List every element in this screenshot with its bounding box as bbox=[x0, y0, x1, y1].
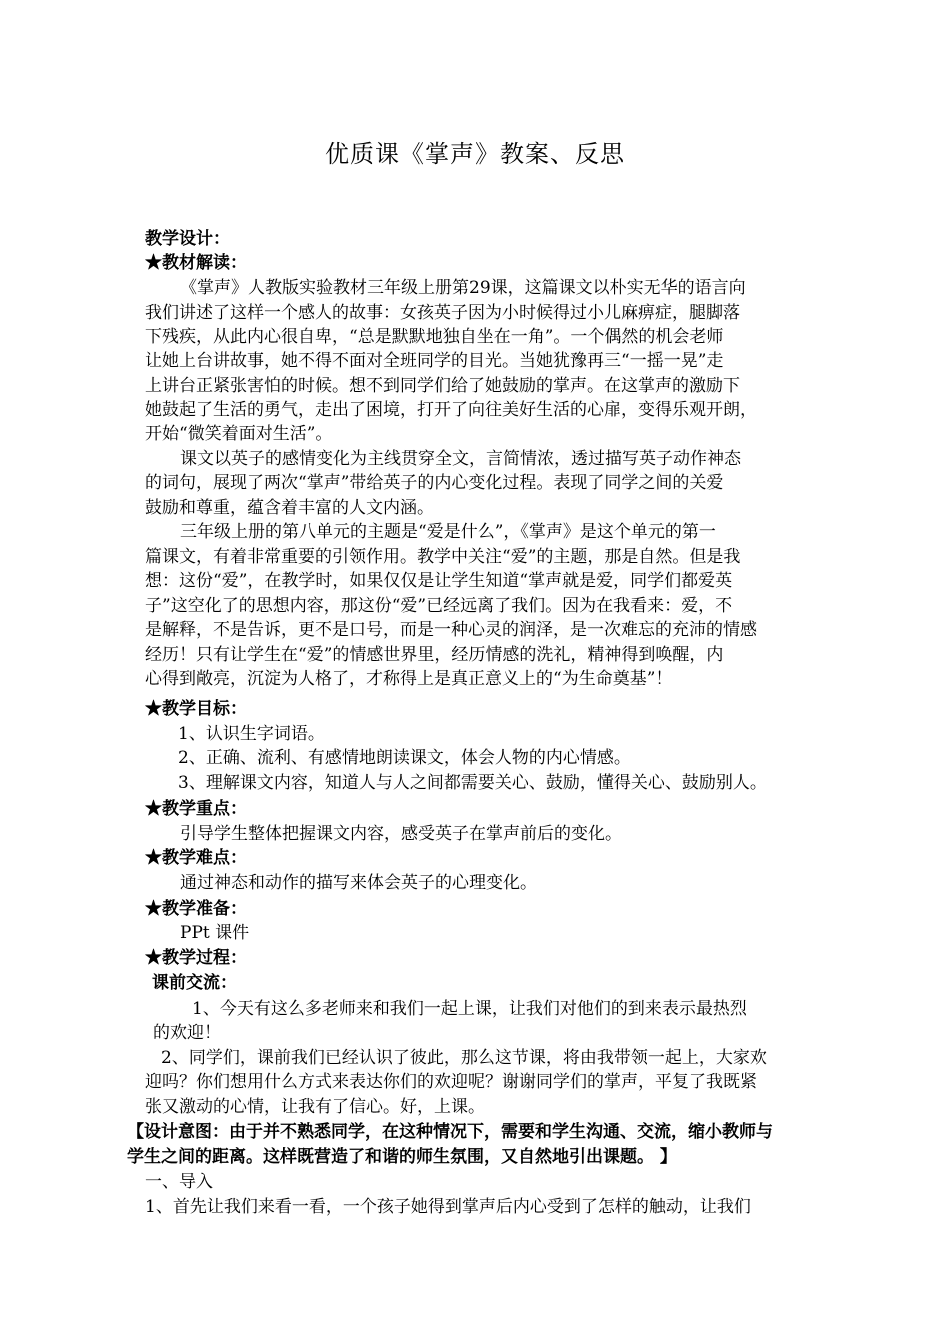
key-points-text: 引导学生整体把握课文内容，感受英子在掌声前后的变化。 bbox=[180, 824, 622, 844]
intro-line: 1、首先让我们来看一看，一个孩子她得到掌声后内心受到了怎样的触动，让我们 bbox=[145, 1197, 751, 1217]
paragraph-line: 让她上台讲故事，她不得不面对全班同学的目光。当她犹豫再三“一摇一晃”走 bbox=[145, 351, 724, 371]
heading-process: ★教学过程： bbox=[145, 948, 247, 968]
document-title: 优质课《掌声》教案、反思 bbox=[325, 140, 625, 168]
paragraph-line: 课文以英子的感情变化为主线贯穿全文，言简情浓，透过描写英子动作神态 bbox=[180, 449, 741, 469]
paragraph-line: 心得到敞亮，沉淀为人格了，才称得上是真正意义上的“为生命奠基”！ bbox=[145, 669, 673, 689]
difficulties-text: 通过神态和动作的描写来体会英子的心理变化。 bbox=[180, 873, 537, 893]
paragraph-line: 鼓励和尊重，蕴含着丰富的人文内涵。 bbox=[145, 498, 434, 518]
pre-class-line: 的欢迎！ bbox=[153, 1023, 221, 1043]
paragraph-line: 《掌声》人教版实验教材三年级上册第29课，这篇课文以朴实无华的语言向 bbox=[180, 278, 746, 298]
paragraph-line: 三年级上册的第八单元的主题是“爱是什么”，《掌声》是这个单元的第一 bbox=[180, 522, 716, 542]
paragraph-line: 的词句，展现了两次“掌声”带给英子的内心变化过程。表现了同学之间的关爱 bbox=[145, 473, 724, 493]
pre-class-line: 迎吗？你们想用什么方式来表达你们的欢迎呢？谢谢同学们的掌声，平复了我既紧 bbox=[145, 1072, 757, 1092]
paragraph-line: 开始“微笑着面对生活”。 bbox=[145, 424, 333, 444]
paragraph-line: 篇课文，有着非常重要的引领作用。教学中关注“爱”的主题，那是自然。但是我 bbox=[145, 547, 741, 567]
pre-class-line: 1、今天有这么多老师来和我们一起上课，让我们对他们的到来表示最热烈 bbox=[192, 999, 747, 1019]
intro-heading: 一、导入 bbox=[145, 1172, 213, 1192]
heading-preparation: ★教学准备： bbox=[145, 899, 247, 919]
heading-material: ★教材解读： bbox=[145, 253, 247, 273]
heading-difficulties: ★教学难点： bbox=[145, 848, 247, 868]
heading-key-points: ★教学重点： bbox=[145, 799, 247, 819]
goal-item: 2、正确、流利、有感情地朗读课文，体会人物的内心情感。 bbox=[178, 748, 631, 768]
paragraph-line: 我们讲述了这样一个感人的故事：女孩英子因为小时候得过小儿麻痹症，腿脚落 bbox=[145, 303, 740, 323]
paragraph-line: 是解释，不是告诉，更不是口号，而是一种心灵的润泽，是一次难忘的充沛的情感 bbox=[145, 620, 757, 640]
goal-item: 1、认识生字词语。 bbox=[178, 724, 325, 744]
design-intent-line: 【设计意图：由于并不熟悉同学，在这种情况下，需要和学生沟通、交流，缩小教师与 bbox=[127, 1122, 773, 1142]
paragraph-line: 子”这空化了的思想内容，那这份“爱”已经远离了我们。因为在我看来：爱，不 bbox=[145, 596, 733, 616]
design-intent-line: 学生之间的距离。这样既营造了和谐的师生氛围，又自然地引出课题。 】 bbox=[127, 1147, 677, 1167]
paragraph-line: 下残疾，从此内心很自卑，“总是默默地独自坐在一角”。一个偶然的机会老师 bbox=[145, 327, 724, 347]
paragraph-line: 想：这份“爱”，在教学时，如果仅仅是让学生知道“掌声就是爱，同学们都爱英 bbox=[145, 571, 733, 591]
paragraph-line: 她鼓起了生活的勇气，走出了困境，打开了向往美好生活的心扉，变得乐观开朗， bbox=[145, 400, 757, 420]
preparation-text: PPt 课件 bbox=[180, 923, 250, 943]
pre-class-line: 张又激动的心情，让我有了信心。好，上课。 bbox=[145, 1097, 485, 1117]
paragraph-line: 上讲台正紧张害怕的时候。想不到同学们给了她鼓励的掌声。在这掌声的激励下 bbox=[145, 376, 740, 396]
goal-item: 3、理解课文内容，知道人与人之间都需要关心、鼓励，懂得关心、鼓励别人。 bbox=[178, 773, 767, 793]
pre-class-heading: 课前交流： bbox=[152, 973, 237, 993]
heading-goals: ★教学目标： bbox=[145, 699, 247, 719]
pre-class-line: 2、同学们，课前我们已经认识了彼此，那么这节课，将由我带领一起上，大家欢 bbox=[161, 1048, 767, 1068]
paragraph-line: 经历！只有让学生在“爱”的情感世界里，经历情感的洗礼，精神得到唤醒，内 bbox=[145, 645, 724, 665]
section-heading: 教学设计： bbox=[145, 229, 230, 249]
